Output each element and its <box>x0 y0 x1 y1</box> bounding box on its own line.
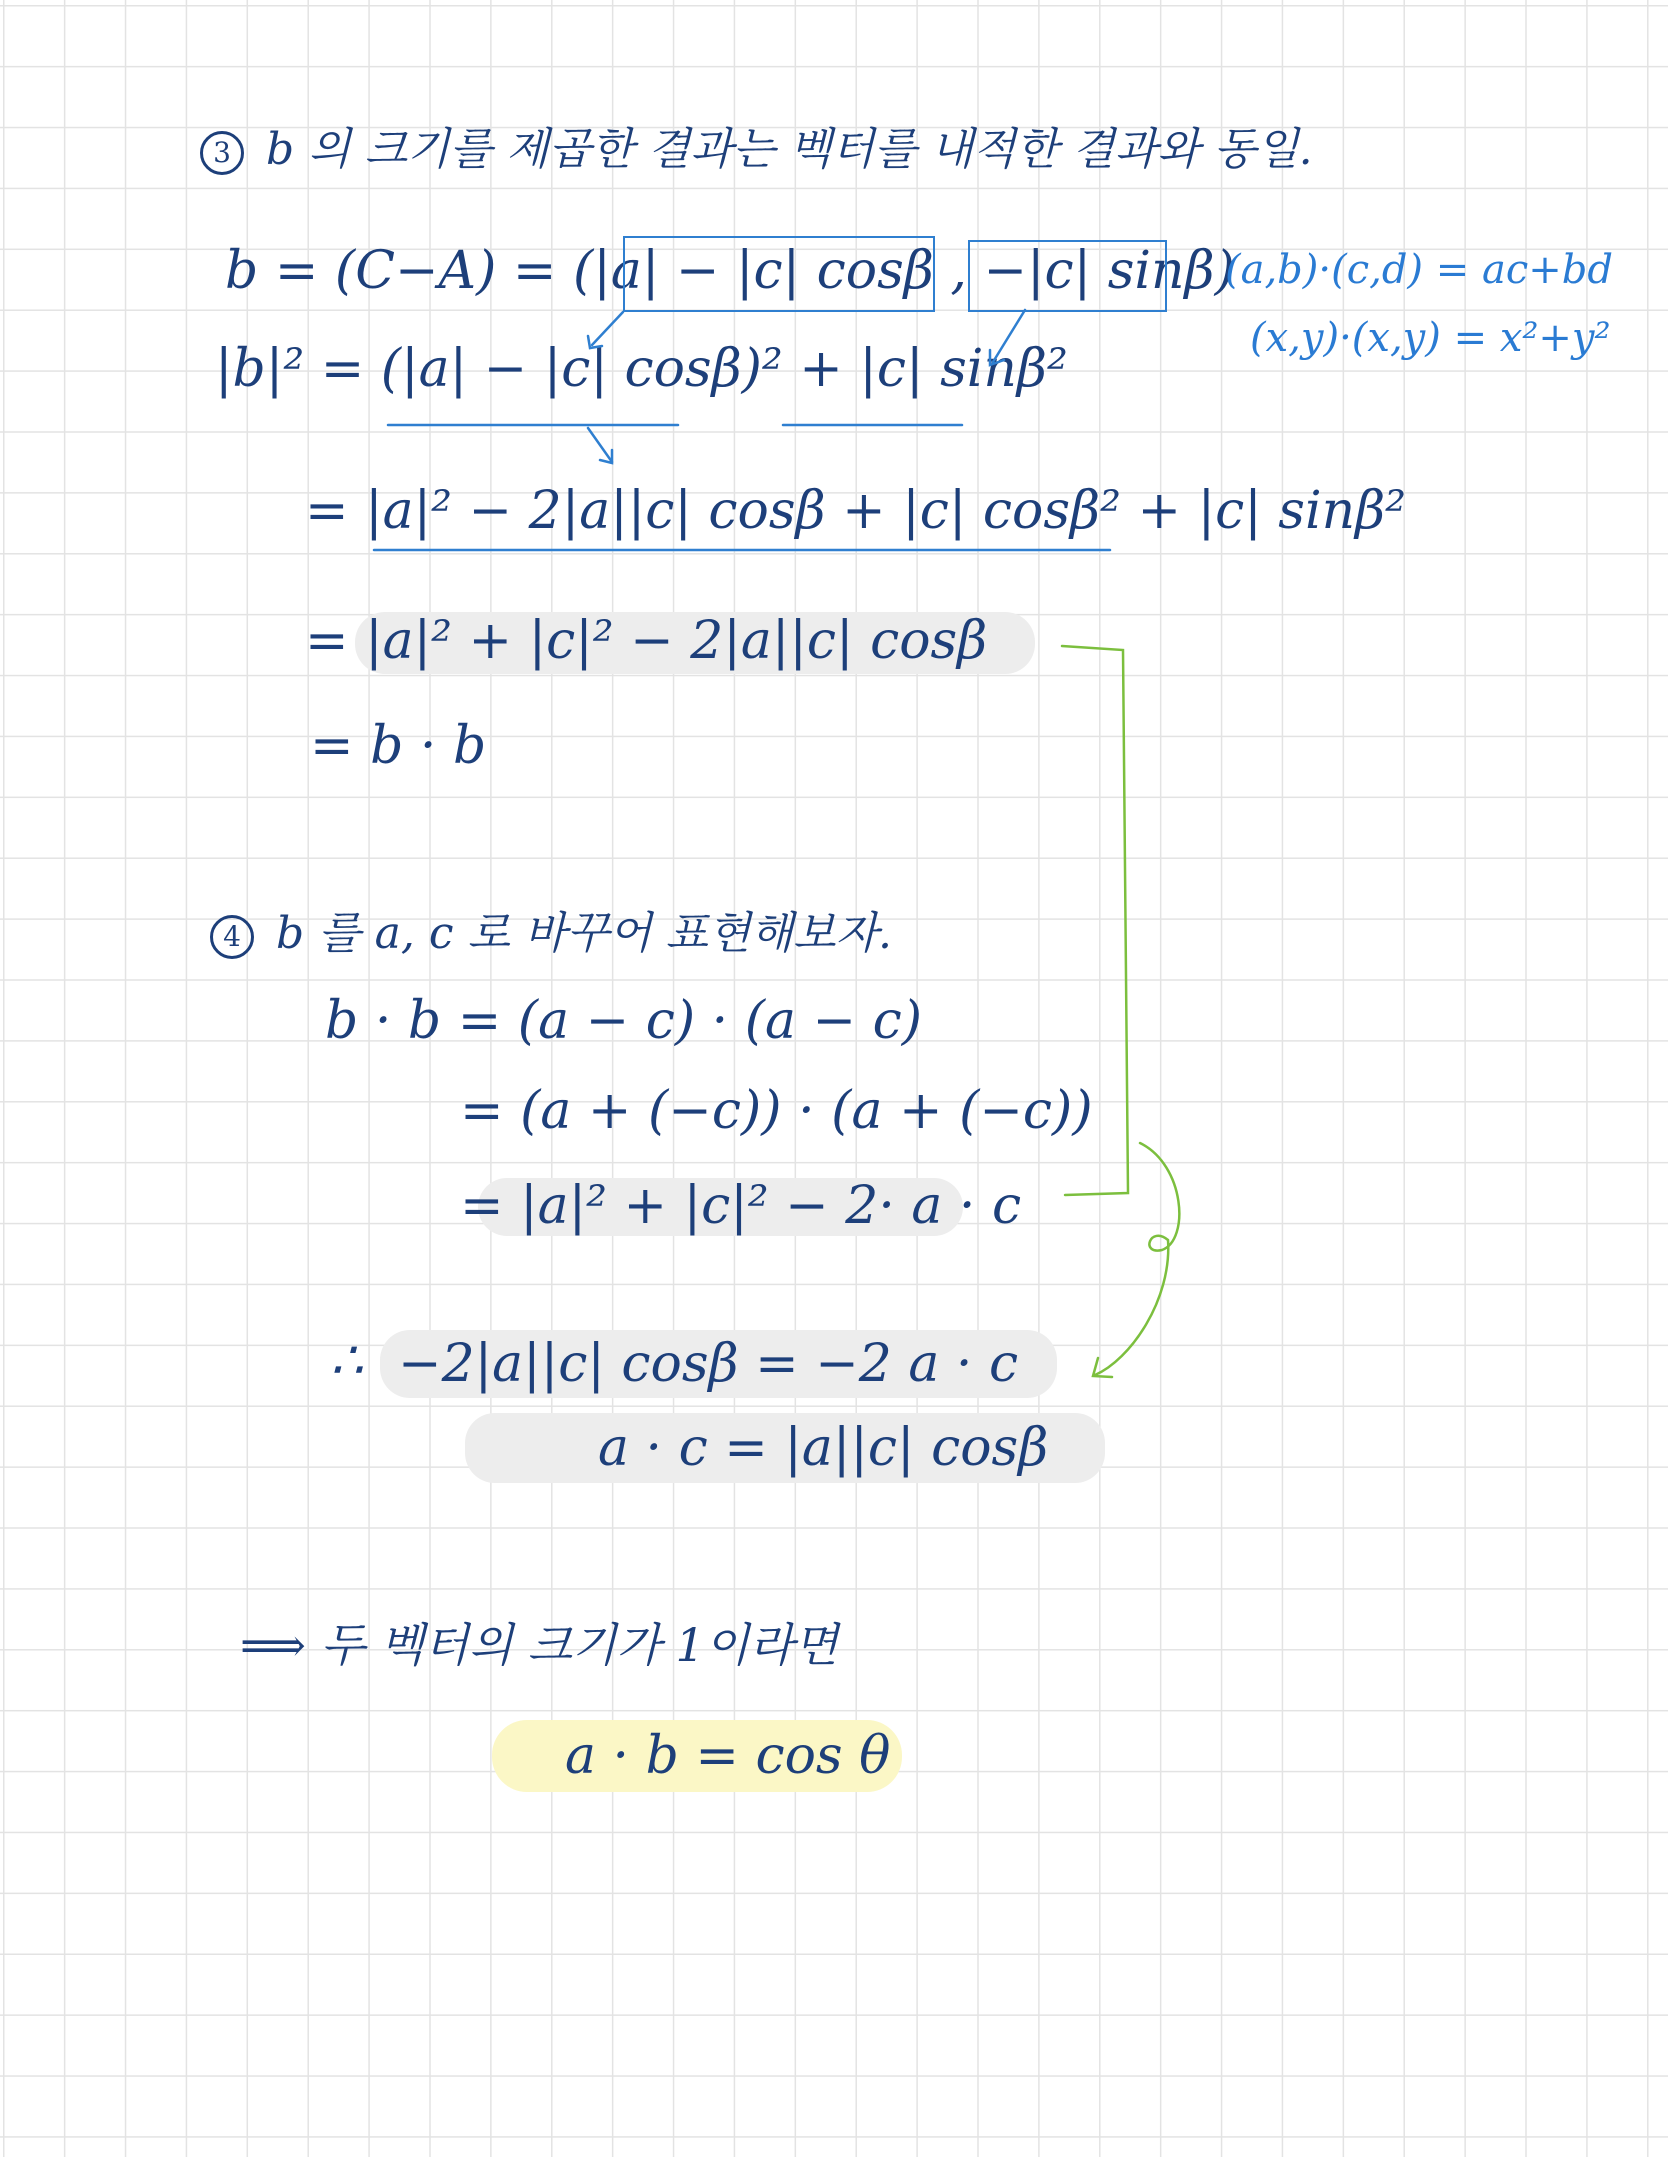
section3-line2: |b|² = (|a| − |c| cosβ)² + |c| sinβ² <box>215 339 1068 399</box>
connector-bracket <box>1062 646 1128 1195</box>
final-formula: a · b = cos θ <box>565 1726 891 1786</box>
section3-line1: b = (C−A) = (|a| − |c| cosβ , −|c| sinβ) <box>225 241 1235 301</box>
section4-line1: b · b = (a − c) · (a − c) <box>325 991 923 1051</box>
section4-line2: = (a + (−c)) · (a + (−c)) <box>460 1081 1093 1141</box>
section4-line3: = |a|² + |c|² − 2· a · c <box>460 1176 1022 1236</box>
connector-curve <box>1095 1143 1179 1375</box>
green-connector <box>1062 646 1179 1377</box>
section3-number: 3 <box>200 131 244 175</box>
arrow-underline-down <box>588 428 612 462</box>
section3-line5: = b · b <box>310 716 487 776</box>
therefore-symbol: ∴ <box>330 1331 364 1391</box>
side-note-line1: (a,b)·(c,d) = ac+bd <box>1225 247 1613 293</box>
conclusion-line2: a · c = |a||c| cosβ <box>598 1418 1049 1478</box>
blue-arrows <box>374 310 1110 550</box>
section3-line4: = |a|² + |c|² − 2|a||c| cosβ <box>305 611 988 671</box>
side-note-line2: (x,y)·(x,y) = x²+y² <box>1250 315 1611 361</box>
section3-heading-text: b 의 크기를 제곱한 결과는 벡터를 내적한 결과와 동일. <box>266 124 1313 175</box>
section4-number: 4 <box>210 915 254 959</box>
arrow-box2-to-line2 <box>993 310 1025 362</box>
section3-line3: = |a|² − 2|a||c| cosβ + |c| cosβ² + |c| sinβ² <box>305 481 1406 541</box>
section4-heading-text: b 를 a, c 로 바꾸어 표현해보자. <box>276 908 892 959</box>
arrow-box1-to-line2 <box>592 312 623 345</box>
conclusion-line1: −2|a||c| cosβ = −2 a · c <box>398 1334 1019 1394</box>
final-statement: ⟹ 두 벡터의 크기가 1이라면 <box>240 1618 839 1672</box>
